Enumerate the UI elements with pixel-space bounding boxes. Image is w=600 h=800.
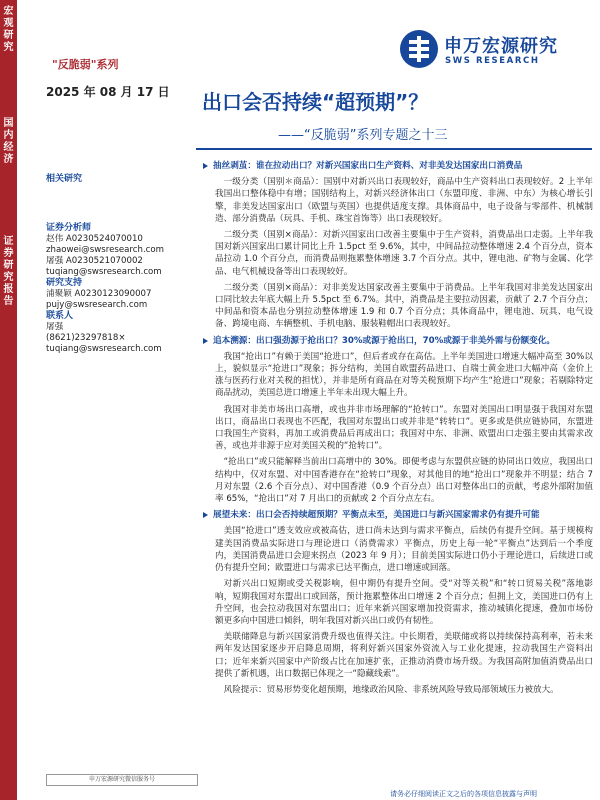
- paragraph: 美联储降息与新兴国家消费升级也值得关注。中长期看，美联储或将以持续保持高利率，若未来两年发达国家逐步开启降息周期，将利好新兴国家外资流入与工业化提速，拉动我国生产资料出口；近年来新兴国家中产阶级占比在加速扩张，正推动消费市场升级。为我国高附加值消费品出口提供了新机遇，出口数据已体现之一“隐藏线索”。: [215, 632, 593, 679]
- series-label: "反脆弱"系列: [52, 58, 119, 71]
- paragraph: 二级分类（国别×商品）：对新兴国家出口改善主要集中于生产资料，消费品出口走弱。上半年我国对新兴国家出口累计同比上升 1.5pct 至 9.6%，其中，中间品拉动整体增速 2.4 个百分点，资本品拉动 1.0 个百分点，而消费品则拖累整体增速 3.7 个百分点。其中，锂电池、矿物与金属、化学品、电气机械设备等出口表现较好。: [215, 230, 593, 277]
- paragraph: 对新兴出口短期或受关税影响，但中期仍有提升空间。受“对等关税”和“转口贸易关税”落地影响，短期我国对东盟出口或回落，预计拖累整体出口增速 2 个百分点；但拥上文，美国进口仍有上升空间，也会拉动我国对东盟出口；近年来新兴国家增加投资需求，推动城镇化提速，叠加市场份额更多向中国进口倾斜，明年我国对新兴出口或仍有韧性。: [215, 579, 593, 626]
- report-title: 出口会否持续“超预期”？: [202, 90, 429, 114]
- contact-heading: 联系人: [46, 311, 74, 321]
- paragraph: 我国“抢出口”有赖于美国“抢进口”，但后者或存在高估。上半年美国进口增速大幅冲高至 30%以上，貌似显示“抢进口”现象；拆分结构，美国自欧盟药品进口、自瑞士黄金进口大幅冲高（金价上涨与医药行业对关税的担忧），并非是所有商品在对等关税预期下均产生“抢进口”现象；若剔除特定商品扰动，美国总进口增速上半年未出现大幅上升。: [215, 351, 593, 399]
- logo-text-en: SWS RESEARCH: [445, 56, 540, 66]
- left-column: [46, 174, 196, 355]
- analyst-email[interactable]: zhaowei@swsresearch.com: [46, 245, 165, 255]
- analyst-line: 赵伟 A0230524070010: [46, 234, 143, 244]
- analyst-email[interactable]: tuqiang@swsresearch.com: [46, 267, 162, 277]
- main-content: [201, 156, 593, 696]
- sidebar-tag-domestic: 国内经济: [3, 118, 14, 165]
- paragraph: 我国对非美市场出口高增，或也并非市场理解的“抢转口”。东盟对美国出口明显强于我国对东盟出口，商品出口表现也不匹配，我国对东盟出口或并非是“转转口”。更多或是供应链协同，东盟进口我国生产资料，再加工或消费品后再成出口；我国对中东、非洲、欧盟出口走强主要由其需求改善，或也并非源于应对美国关税的“抢转口”。: [215, 404, 593, 452]
- logo-text-cn: 申万宏源研究: [444, 36, 558, 57]
- paragraph: 美国“抢进口”透支效应或被高估，进口尚未达到与需求平衡点，后续仍有提升空间。基于规模构建美国消费品实际进口与理论进口（消费需求）平衡点，历史上每一轮“平衡点”达到后一个季度内，美国消费品进口会迎来拐点（2023 年 9 月）；目前美国实际进口仍小于理论进口，后续进口或仍有提升空间；欧盟进口与需求已达平衡点，进口增速或回落。: [215, 526, 593, 574]
- company-logo: [400, 30, 590, 74]
- section-heading: 展望未来：出口会否持续超预期？平衡点未至，美国进口与新兴国家需求仍有提升可能: [201, 509, 593, 521]
- analyst-line: 屠强 A0230521070002: [46, 256, 143, 266]
- contact-phone: (8621)23297818×: [46, 333, 126, 343]
- logo-mark-icon: [400, 30, 438, 68]
- support-email[interactable]: pujy@swsresearch.com: [46, 300, 148, 310]
- sidebar-tag-report: 证券研究报告: [3, 236, 14, 307]
- paragraph: “抢出口”或只能解释当前出口高增中的 30%。即便考虑与东盟供应链的协同出口效应，我国出口结构中，仅对东盟、对中国香港存在“抢转口”现象，对其他目的地“抢出口”现象并不明显；结合 7 月对东盟（2.6 个百分点）、对中国香港（0.9 个百分点）出口对整体出口的贡献，考虑外部附加值率 65%，“抢出口”对 7 月出口的贡献或 2 个百分点左右。: [215, 457, 593, 505]
- paragraph: 一级分类（国别＊商品）：国别中对新兴出口表现较好，商品中生产资料出口表现较好。2 上半年我国出口整体稳中有增；国别结构上，对新兴经济体出口（东盟印度、非洲、中东）为核心增长引擎，非美发达国家出口（欧盟与英国）也提供适度支撑。具体商品中，电子设备与零部件、机械制造、部分消费品（玩具、手机、珠宝首饰等）出口表现较好。: [215, 177, 593, 224]
- support-line: 浦聚颖 A0230123090007: [46, 289, 152, 299]
- section-heading: 追本溯源：出口强劲源于抢出口？30%或源于抢出口，70%或源于非美外需与份额变化。: [201, 335, 593, 347]
- paragraph: 二级分类（国别×商品）：对非美发达国家改善主要集中于消费品。上半年我国对非美发达国家出口同比较去年底大幅上升 5.5pct 至 6.7%。其中，消费品是主要拉动因素，贡献了 2.7 个百分点；中间品和资本品也分别拉动整体增速 1.9 和 0.7 个百分点；具体商品中，锂电池、玩具、电气设备、跨境电商、车辆整机、手机电脑、服装鞋帽出口表现较好。: [215, 282, 593, 330]
- sidebar-tag-macro: 宏观研究: [3, 6, 14, 53]
- section-heading: 抽丝剥茧：谁在拉动出口？对新兴国家出口生产资料、对非美发达国家出口消费品: [201, 160, 593, 172]
- title-divider: [196, 148, 592, 150]
- report-date: 2025 年 08 月 17 日: [46, 85, 170, 99]
- support-heading: 研究支持: [46, 278, 83, 288]
- contact-email[interactable]: tuqiang@swsresearch.com: [46, 344, 162, 354]
- footer-disclaimer: 请务必仔细阅读正文之后的各项信息披露与声明: [390, 790, 537, 798]
- report-subtitle: ——“反脆弱”系列专题之十三: [278, 128, 448, 143]
- related-research-heading: 相关研究: [46, 174, 83, 184]
- wechat-strip: 申万宏源研究微信服务号: [46, 774, 198, 786]
- contact-name: 屠强: [46, 322, 64, 332]
- risk-warning: 风险提示：贸易形势变化超预期，地缘政治风险、非系统风险导致局部领域压力被放大。: [223, 684, 559, 695]
- analysts-heading: 证券分析师: [46, 223, 92, 233]
